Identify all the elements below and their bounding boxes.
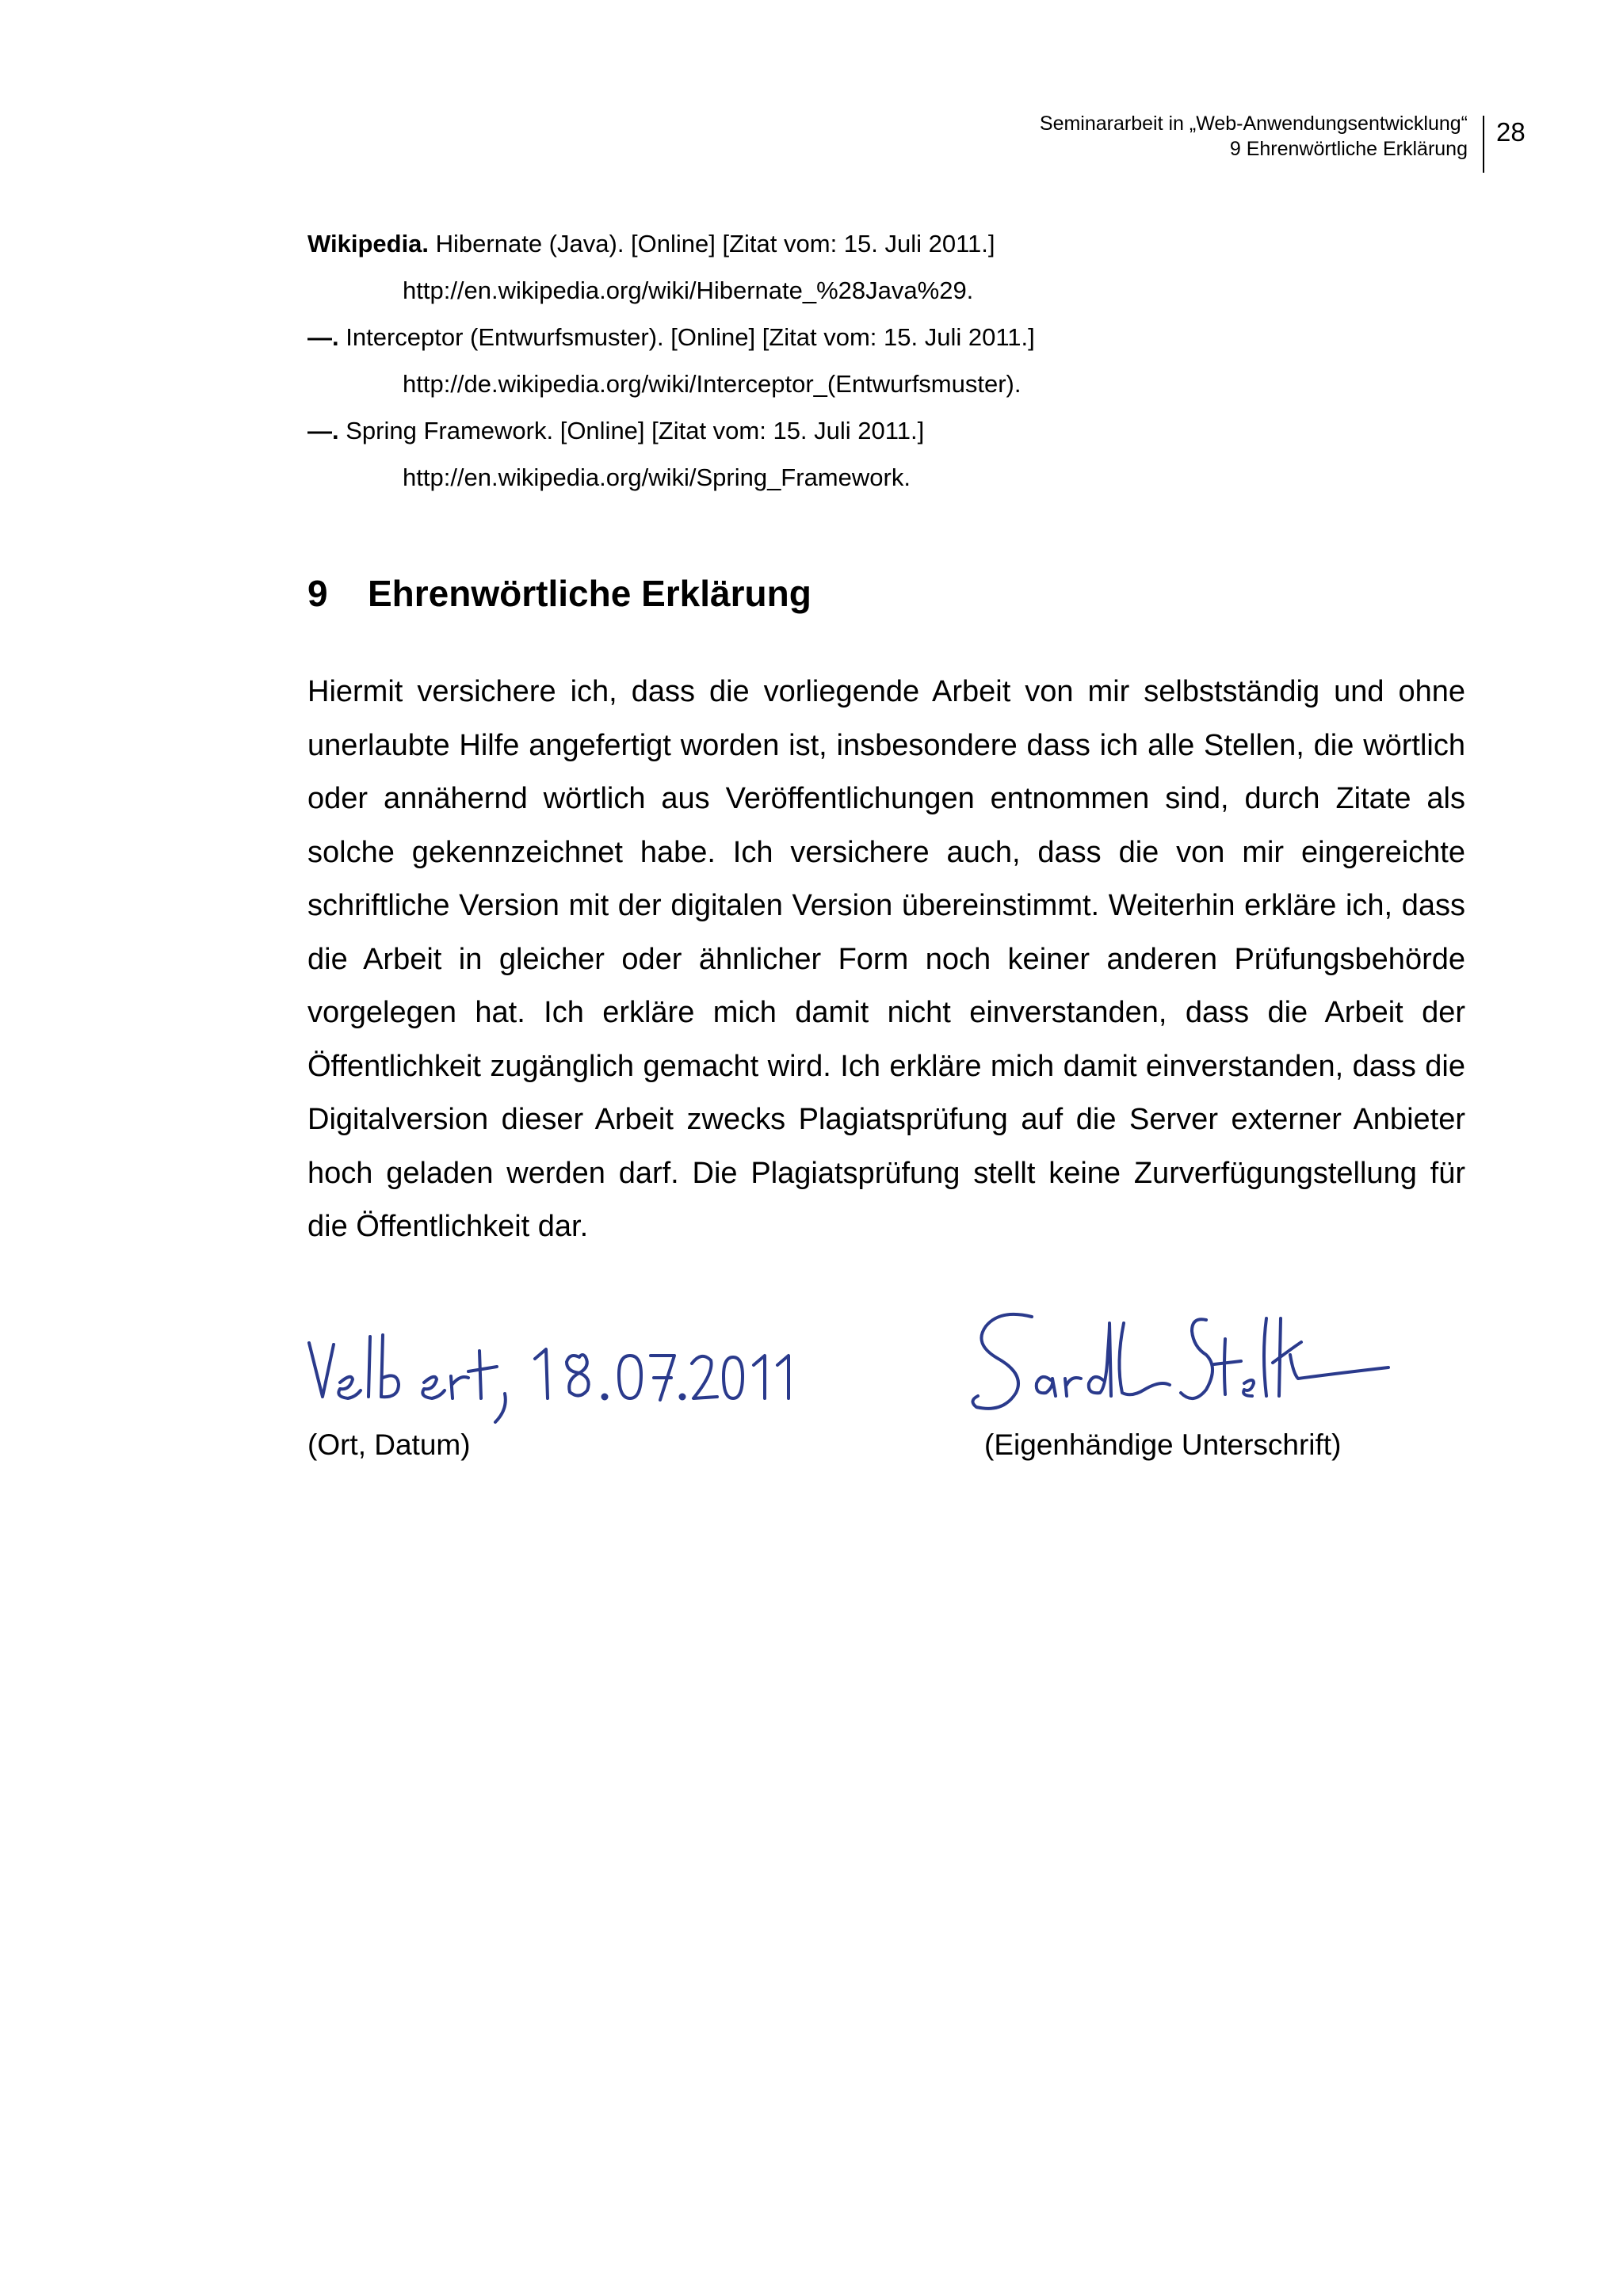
bib-entry-title	[307, 323, 1035, 352]
handwritten-signature	[968, 1307, 1396, 1426]
section-number: 9	[307, 573, 328, 614]
bib-entry-title	[307, 230, 995, 258]
bib-title: Hibernate (Java). [Online] [Zitat vom: 15. Juli 2011.]	[429, 230, 995, 257]
bib-url: http://de.wikipedia.org/wiki/Interceptor_(Entwurfsmuster).	[403, 370, 1022, 398]
signature-caption: (Eigenhändige Unterschrift)	[984, 1428, 1342, 1461]
section-heading	[307, 572, 812, 615]
header-title: Seminararbeit in „Web-Anwendungsentwicklung“	[1039, 113, 1468, 135]
handwritten-place-date	[305, 1327, 796, 1430]
header-divider	[1483, 116, 1484, 173]
page-number: 28	[1496, 117, 1526, 147]
bib-title: Spring Framework. [Online] [Zitat vom: 15. Juli 2011.]	[338, 417, 925, 444]
bib-author: Wikipedia.	[307, 230, 430, 257]
header-section: 9 Ehrenwörtliche Erklärung	[1229, 138, 1468, 160]
declaration-text: Hiermit versichere ich, dass die vorliegende Arbeit von mir selbstständig und ohne unerlaubte Hilfe angefertigt worden ist, insbesondere dass ich alle Stellen, die wörtlich oder annähernd wörtlich aus Veröffentlichungen entnommen sind, durch Zitate als solche gekennzeichnet habe. Ich versichere auch, dass die von mir eingereichte schriftliche Version mit der digitalen Version übereinstimmt. Weiterhin erkläre ich, dass die Arbeit in gleicher oder ähnlicher Form noch keiner anderen Prüfungsbehörde vorgelegen hat. Ich erkläre mich damit nicht einverstanden, dass die Arbeit der Öffentlichkeit zugänglich gemacht wird. Ich erkläre mich damit einverstanden, dass die Digitalversion dieser Arbeit zwecks Plagiatsprüfung auf die Server externer Anbieter hoch geladen werden darf. Die Plagiatsprüfung stellt keine Zurverfügungstellung für die Öffentlichkeit dar.	[307, 675, 1465, 1243]
place-date-caption: (Ort, Datum)	[307, 1428, 471, 1461]
bib-url: http://en.wikipedia.org/wiki/Spring_Framework.	[403, 463, 911, 491]
bib-title: Interceptor (Entwurfsmuster). [Online] [Zitat vom: 15. Juli 2011.]	[338, 323, 1035, 351]
bib-entry-title	[307, 417, 924, 445]
bib-url: http://en.wikipedia.org/wiki/Hibernate_%28Java%29.	[403, 277, 974, 304]
section-title: Ehrenwörtliche Erklärung	[368, 573, 812, 614]
running-header	[951, 111, 1468, 162]
bib-author: —.	[307, 323, 339, 351]
bib-author: —.	[307, 417, 339, 444]
